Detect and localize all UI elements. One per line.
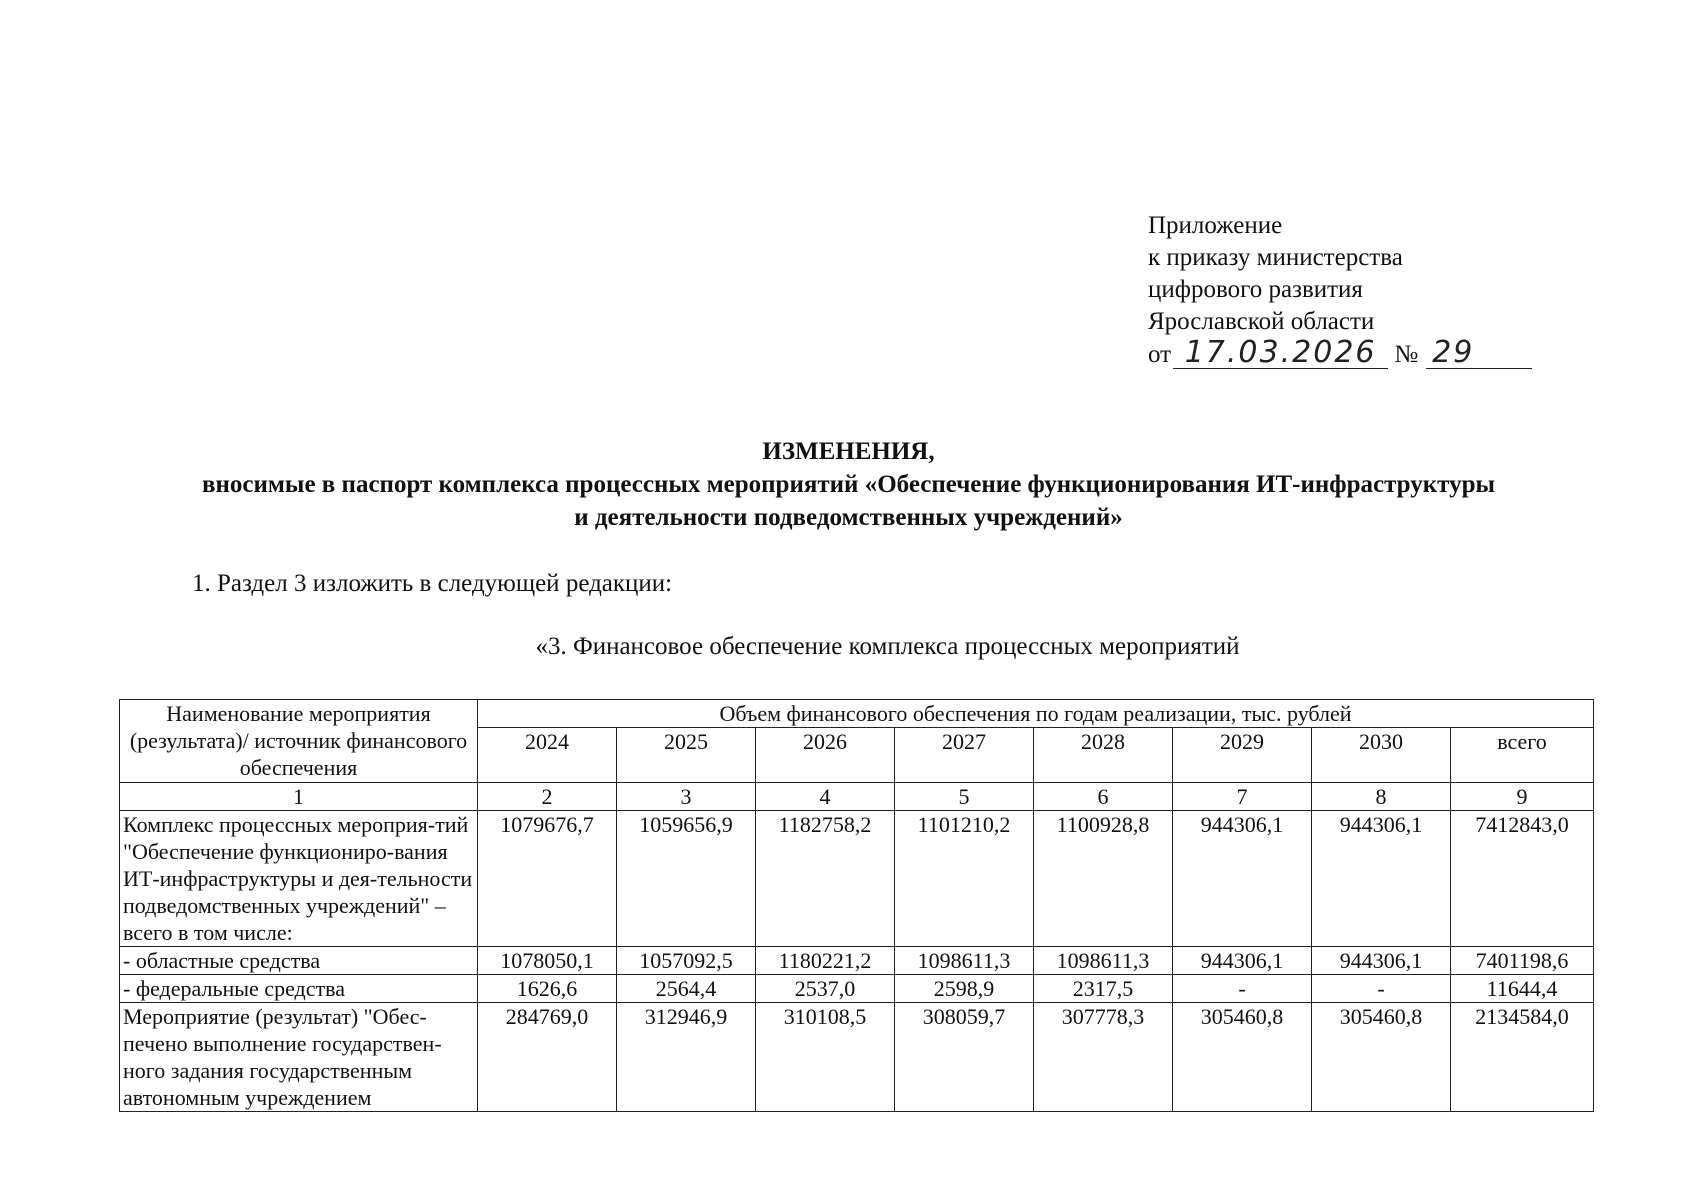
col-number: 7 <box>1173 783 1312 811</box>
table-row <box>120 811 1594 947</box>
appendix-line-2: к приказу министерства <box>1148 244 1403 271</box>
cell-value: 305460,8 <box>1173 1003 1312 1112</box>
year-total: всего <box>1451 728 1594 783</box>
cell-value: 7412843,0 <box>1451 811 1594 947</box>
year-2026: 2026 <box>756 728 895 783</box>
number-label: № <box>1394 341 1419 368</box>
year-2030: 2030 <box>1312 728 1451 783</box>
cell-value: 2537,0 <box>756 975 895 1003</box>
col-number: 8 <box>1312 783 1451 811</box>
row-name: - федеральные средства <box>120 975 478 1003</box>
cell-value: 1100928,8 <box>1034 811 1173 947</box>
cell-value: - <box>1312 975 1451 1003</box>
appendix-line-3: цифрового развития <box>1148 276 1363 303</box>
document-heading <box>0 435 1697 534</box>
year-2027: 2027 <box>895 728 1034 783</box>
cell-value: 305460,8 <box>1312 1003 1451 1112</box>
cell-value: 2598,9 <box>895 975 1034 1003</box>
table-row <box>120 947 1594 975</box>
cell-value: 7401198,6 <box>1451 947 1594 975</box>
cell-value: 1626,6 <box>478 975 617 1003</box>
cell-value: 2134584,0 <box>1451 1003 1594 1112</box>
financing-table <box>119 699 1594 1112</box>
col-number: 4 <box>756 783 895 811</box>
cell-value: 1078050,1 <box>478 947 617 975</box>
cell-value: 307778,3 <box>1034 1003 1173 1112</box>
paragraph-1: 1. Раздел 3 изложить в следующей редакции: <box>192 570 673 597</box>
appendix-date-line <box>1148 335 1532 371</box>
col-number: 5 <box>895 783 1034 811</box>
col-number: 2 <box>478 783 617 811</box>
cell-value: 1079676,7 <box>478 811 617 947</box>
column-number-row <box>120 783 1594 811</box>
handwritten-date: 17.03.2026 <box>1173 338 1388 369</box>
cell-value: 1057092,5 <box>617 947 756 975</box>
cell-value: 1182758,2 <box>756 811 895 947</box>
cell-value: 944306,1 <box>1312 811 1451 947</box>
appendix-block <box>1148 210 1532 371</box>
cell-value: 310108,5 <box>756 1003 895 1112</box>
appendix-line-4: Ярославской области <box>1148 308 1375 335</box>
year-2025: 2025 <box>617 728 756 783</box>
heading-line-3: и деятельности подведомственных учреждений» <box>574 504 1123 531</box>
heading-line-2: вносимые в паспорт комплекса процессных мероприятий «Обеспечение функционирования ИТ-инфраструктуры <box>201 471 1496 498</box>
year-2028: 2028 <box>1034 728 1173 783</box>
cell-value: 2317,5 <box>1034 975 1173 1003</box>
cell-value: 944306,1 <box>1312 947 1451 975</box>
cell-value: 944306,1 <box>1173 811 1312 947</box>
cell-value: 1059656,9 <box>617 811 756 947</box>
row-name: Комплекс процессных мероприя-тий "Обеспечение функциониро-вания ИТ-инфраструктуры и дея-тельности подведомственных учреждений" – всего в том числе: <box>120 811 478 947</box>
table-row <box>120 1003 1594 1112</box>
header-name-cell: Наименование мероприятия (результата)/ источник финансового обеспечения <box>120 700 478 783</box>
cell-value: 1101210,2 <box>895 811 1034 947</box>
cell-value: 308059,7 <box>895 1003 1034 1112</box>
appendix-line-1: Приложение <box>1148 212 1283 239</box>
cell-value: 284769,0 <box>478 1003 617 1112</box>
col-number: 6 <box>1034 783 1173 811</box>
heading-title: ИЗМЕНЕНИЯ, <box>762 438 935 465</box>
table-row <box>120 975 1594 1003</box>
col-number: 9 <box>1451 783 1594 811</box>
cell-value: 944306,1 <box>1173 947 1312 975</box>
header-row-1 <box>120 700 1594 728</box>
row-name: Мероприятие (результат) "Обес-печено выполнение государствен-ного задания государственным автономным учреждением <box>120 1003 478 1112</box>
cell-value: 11644,4 <box>1451 975 1594 1003</box>
cell-value: 1180221,2 <box>756 947 895 975</box>
cell-value: - <box>1173 975 1312 1003</box>
handwritten-number: 29 <box>1426 338 1532 369</box>
year-2029: 2029 <box>1173 728 1312 783</box>
year-2024: 2024 <box>478 728 617 783</box>
cell-value: 1098611,3 <box>1034 947 1173 975</box>
col-number: 3 <box>617 783 756 811</box>
cell-value: 2564,4 <box>617 975 756 1003</box>
header-volume-cell: Объем финансового обеспечения по годам реализации, тыс. рублей <box>478 700 1594 728</box>
section-title: «3. Финансовое обеспечение комплекса процессных мероприятий <box>535 633 1240 660</box>
cell-value: 1098611,3 <box>895 947 1034 975</box>
col-number: 1 <box>120 783 478 811</box>
cell-value: 312946,9 <box>617 1003 756 1112</box>
from-label: от <box>1148 341 1172 368</box>
row-name: - областные средства <box>120 947 478 975</box>
